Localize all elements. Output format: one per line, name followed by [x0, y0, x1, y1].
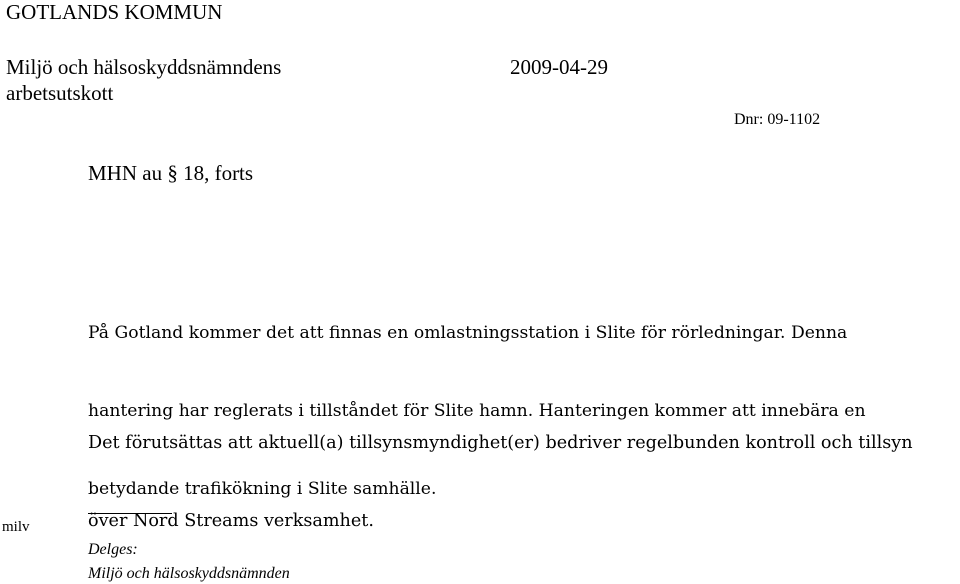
distribution-recipient: Miljö och hälsoskyddsnämnden [88, 565, 290, 582]
paragraph-1-line-2: hantering har reglerats i tillståndet för Slite hamn. Hanteringen kommer att innebära en [88, 401, 866, 421]
paragraph-2-line-1: Det förutsättas att aktuell(a) tillsynsmyndighet(er) bedriver regelbunden kontroll och tillsyn [88, 433, 913, 453]
section-reference: MHN au § 18, forts [88, 161, 254, 185]
paragraph-2-line-2: över Nord Streams verksamhet. [88, 511, 374, 531]
footer-divider [88, 513, 172, 514]
committee-line-1: Miljö och hälsoskyddsnämndens [6, 55, 282, 79]
committee-line-2: arbetsutskott [6, 81, 114, 105]
diary-number: Dnr: 09-1102 [734, 111, 821, 128]
committee-name [6, 54, 281, 106]
document-date: 2009-04-29 [510, 55, 608, 79]
paragraph-1-line-1: På Gotland kommer det att finnas en omlastningsstation i Slite för rörledningar. Denna [88, 323, 848, 343]
organization-name: GOTLANDS KOMMUN [6, 0, 223, 24]
body-paragraph-2 [88, 378, 913, 560]
footer-code: milv [2, 519, 30, 535]
distribution-label: Delges: [88, 541, 138, 558]
paragraph-1-line-3: betydande trafikökning i Slite samhälle. [88, 479, 437, 499]
